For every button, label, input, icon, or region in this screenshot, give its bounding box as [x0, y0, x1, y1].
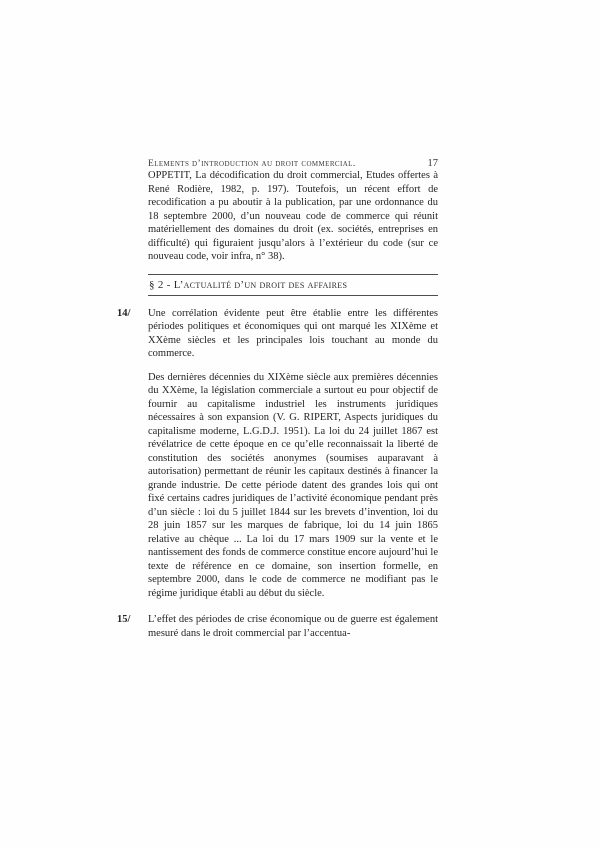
paragraph-text: Des dernières décennies du XIXème siècle aux premières décennies du XXème, la législation commerciale a surtout eu pour objectif de fournir au capitalisme industriel les instruments juridiques nécessaires à son expansion (V. G. RIPERT, Aspects juridiques du capitalisme moderne, L.G.D.J. 1951). La loi du 24 juillet 1867 est révélatrice de cette époque en ce qu’elle reconnaissait la liberté de constitution des sociétés anonymes (soumises auparavant à autorisation) permettant de réunir les capitaux destinés à financer la grande industrie. De cette période datent des grandes lois qui ont fixé certains cadres juridiques de l’activité économique pendant près d’un siècle : loi du 5 juillet 1844 sur les brevets d’invention, loi du 28 juin 1857 sur les marques de fabrique, loi du 14 juin 1865 relative au chèque ... La loi du 17 mars 1909 sur la vente et le nantissement des fonds de commerce constitue encore aujourd’hui le texte de référence en ce domaine, son insertion formelle, en septembre 2000, dans le code de commerce ne modifiant pas le régime juridique établi au début du siècle. — [148, 371, 438, 599]
numbered-paragraph-14 — [117, 307, 438, 601]
running-head — [148, 158, 438, 169]
paragraph-number: 14/ — [117, 307, 131, 319]
intro-paragraph: OPPETIT, La décodification du droit commercial, Etudes offertes à René Rodière, 1982, p. 197). Toutefois, un récent effort de recodification a pu aboutir à la publication, par une ordonnance du 18 septembre 2000, d’un nouveau code de commerce qui réunit matériellement des domaines du droit (ex. sociétés, entreprises en difficulté) qui figuraient jusqu’alors à l’extérieur du code (sur ce nouveau code, voir infra, n° 38). — [148, 170, 438, 262]
running-title: Elements d’introduction au droit commercial. — [148, 159, 356, 169]
paragraph-text: Une corrélation évidente peut être établie entre les différentes périodes politiques et économiques qui ont marqué les XIXème et XXème siècles et les principales lois touchant au monde du commerce. — [148, 307, 438, 359]
numbered-paragraph-15 — [117, 613, 438, 640]
paragraph-text: L’effet des périodes de crise économique ou de guerre est également mesuré dans le droit commercial par l’accentua- — [148, 614, 438, 639]
paragraph-number: 15/ — [117, 614, 131, 625]
section-heading: § 2 - L’actualité d’un droit des affaires — [148, 274, 438, 296]
page-number: 17 — [427, 158, 438, 169]
text-block — [117, 158, 438, 640]
